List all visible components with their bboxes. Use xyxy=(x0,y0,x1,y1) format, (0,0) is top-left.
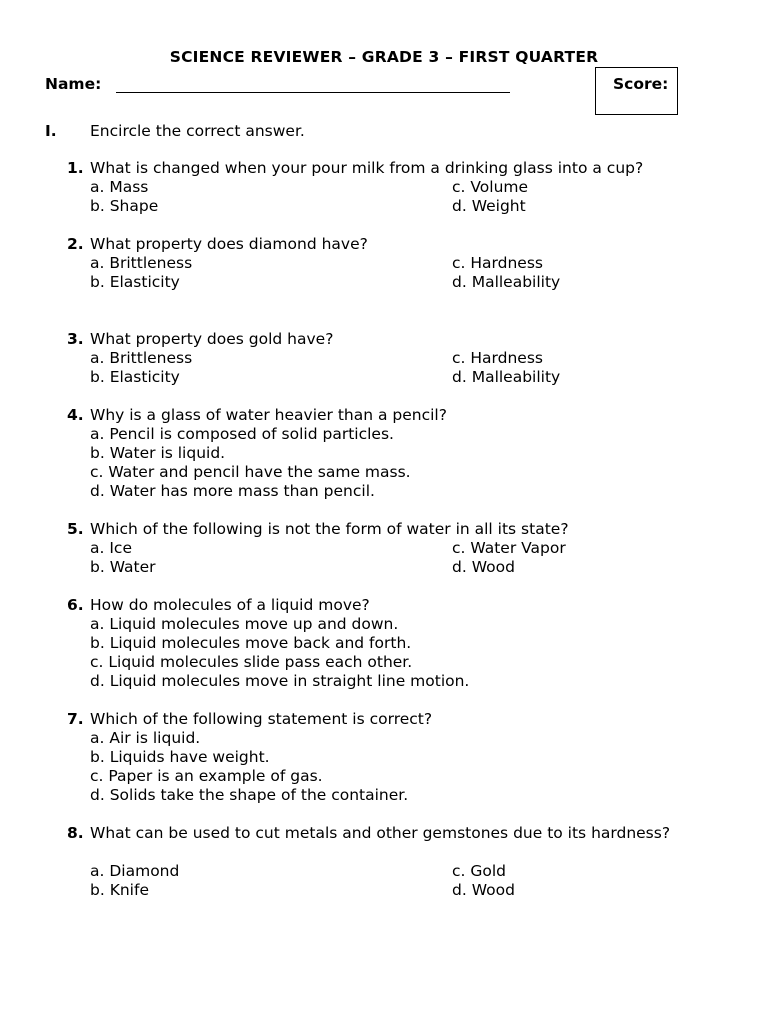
option-c[interactable]: c. Water Vapor xyxy=(452,539,566,557)
option-a[interactable]: a. Ice xyxy=(90,539,132,557)
question-text: What can be used to cut metals and other gemstones due to its hardness? xyxy=(90,824,671,842)
option-a[interactable]: a. Brittleness xyxy=(90,349,193,367)
option-b[interactable]: b. Knife xyxy=(90,881,149,899)
option-d[interactable]: d. Wood xyxy=(452,558,515,576)
name-blank-line[interactable] xyxy=(116,92,510,93)
option-b[interactable]: b. Elasticity xyxy=(90,368,180,386)
option-b[interactable]: b. Liquids have weight. xyxy=(90,748,270,766)
option-c[interactable]: c. Hardness xyxy=(452,349,543,367)
question-number: 2. xyxy=(67,235,84,253)
option-d[interactable]: d. Wood xyxy=(452,881,515,899)
option-d[interactable]: d. Water has more mass than pencil. xyxy=(90,482,375,500)
question-text: Which of the following statement is correct? xyxy=(90,710,433,728)
score-label: Score: xyxy=(613,75,669,93)
option-c[interactable]: c. Paper is an example of gas. xyxy=(90,767,323,785)
option-d[interactable]: d. Weight xyxy=(452,197,526,215)
option-c[interactable]: c. Gold xyxy=(452,862,507,880)
question-number: 7. xyxy=(67,710,84,728)
option-a[interactable]: a. Brittleness xyxy=(90,254,193,272)
option-b[interactable]: b. Elasticity xyxy=(90,273,180,291)
option-c[interactable]: c. Hardness xyxy=(452,254,543,272)
question-number: 4. xyxy=(67,406,84,424)
section-number: I. xyxy=(45,122,57,140)
question-number: 1. xyxy=(67,159,84,177)
question-text: What property does diamond have? xyxy=(90,235,368,253)
question-number: 8. xyxy=(67,824,84,842)
option-d[interactable]: d. Malleability xyxy=(452,273,561,291)
section-instruction: Encircle the correct answer. xyxy=(90,122,305,140)
option-d[interactable]: d. Liquid molecules move in straight line motion. xyxy=(90,672,470,690)
page-title: SCIENCE REVIEWER – GRADE 3 – FIRST QUARTER xyxy=(169,48,599,66)
question-number: 6. xyxy=(67,596,84,614)
question-number: 3. xyxy=(67,330,84,348)
option-b[interactable]: b. Water is liquid. xyxy=(90,444,226,462)
option-a[interactable]: a. Mass xyxy=(90,178,149,196)
question-text: What is changed when your pour milk from a drinking glass into a cup? xyxy=(90,159,644,177)
option-b[interactable]: b. Liquid molecules move back and forth. xyxy=(90,634,412,652)
option-a[interactable]: a. Pencil is composed of solid particles. xyxy=(90,425,394,443)
option-a[interactable]: a. Air is liquid. xyxy=(90,729,201,747)
option-a[interactable]: a. Diamond xyxy=(90,862,180,880)
option-b[interactable]: b. Shape xyxy=(90,197,159,215)
question-text: Which of the following is not the form of water in all its state? xyxy=(90,520,569,538)
option-c[interactable]: c. Volume xyxy=(452,178,529,196)
question-text: Why is a glass of water heavier than a pencil? xyxy=(90,406,447,424)
option-d[interactable]: d. Solids take the shape of the container. xyxy=(90,786,409,804)
option-c[interactable]: c. Water and pencil have the same mass. xyxy=(90,463,411,481)
option-a[interactable]: a. Liquid molecules move up and down. xyxy=(90,615,399,633)
question-number: 5. xyxy=(67,520,84,538)
option-b[interactable]: b. Water xyxy=(90,558,156,576)
question-text: How do molecules of a liquid move? xyxy=(90,596,370,614)
name-label: Name: xyxy=(45,75,102,93)
option-d[interactable]: d. Malleability xyxy=(452,368,561,386)
option-c[interactable]: c. Liquid molecules slide pass each other. xyxy=(90,653,413,671)
question-text: What property does gold have? xyxy=(90,330,334,348)
